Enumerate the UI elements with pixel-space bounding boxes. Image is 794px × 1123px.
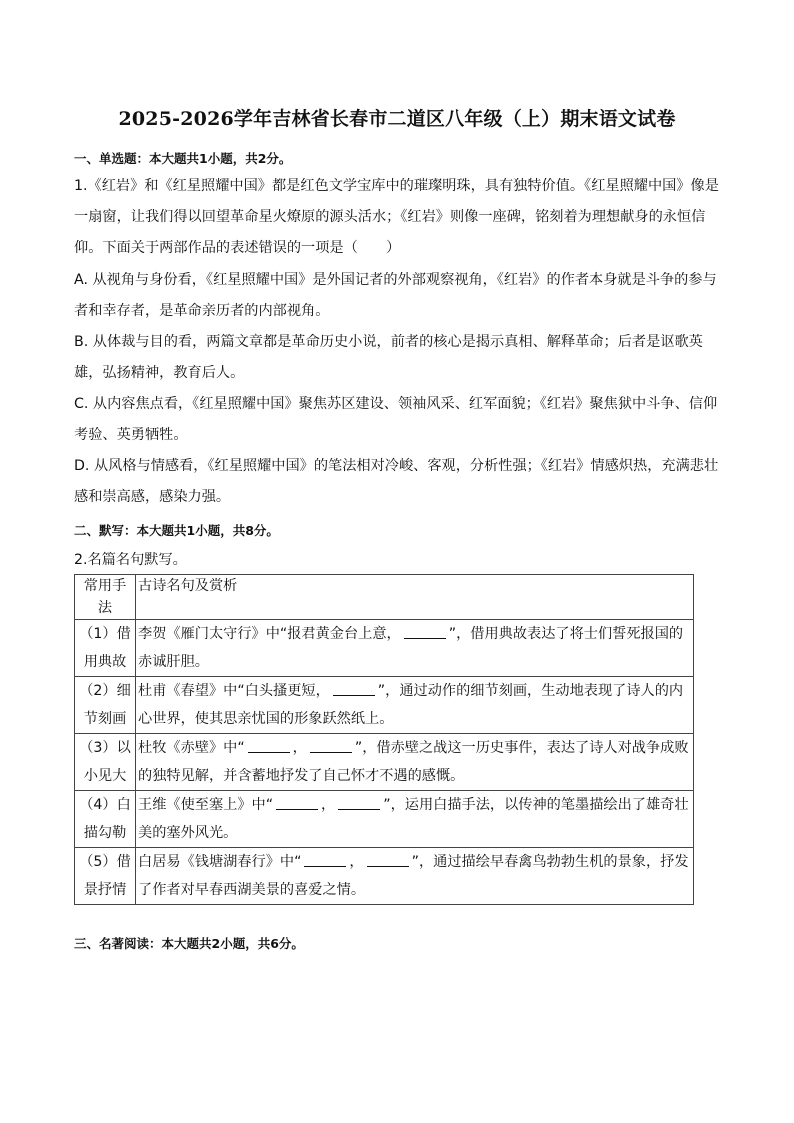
answer-blank[interactable]	[248, 738, 290, 753]
section-2-heading: 二、默写：本大题共1小题，共8分。	[74, 523, 279, 538]
row-text-post: ”，通过描绘早春禽鸟勃勃生机的景象，抒发了作者对早春西湖美景的喜爱之情。	[138, 854, 689, 898]
row-text-mid: ，	[349, 854, 364, 870]
question-2-stem: 2.名篇名句默写。	[74, 552, 187, 568]
answer-blank[interactable]	[338, 795, 380, 810]
answer-blank[interactable]	[304, 852, 346, 867]
question-1-option-a: A. 从视角与身份看，《红星照耀中国》是外国记者的外部观察视角，《红岩》的作者本身就是斗争的参与者和幸存者，是革命亲历者的内部视角。	[74, 272, 717, 319]
row-text-post: ”，运用白描手法，以传神的笔墨描绘出了雄奇壮美的塞外风光。	[138, 797, 689, 841]
row-text-post: ”，借赤壁之战这一历史事件，表达了诗人对战争成败的独特见解，并含蓄地抒发了自己怀才不遇的感慨。	[138, 740, 689, 784]
table-header-content: 古诗名句及赏析	[136, 575, 694, 620]
section-1-heading: 一、单选题：本大题共1小题，共2分。	[74, 151, 292, 166]
table-cell-content	[136, 734, 694, 791]
row-text-pre: 王维《使至塞上》中“	[138, 797, 274, 813]
row-text-post: ”，借用典故表达了将士们誓死报国的赤诚肝胆。	[138, 626, 684, 670]
table-header-method: 常用手法	[75, 575, 136, 620]
question-1-option-d: D. 从风格与情感看，《红星照耀中国》的笔法相对冷峻、客观，分析性强；《红岩》情感炽热，充满悲壮感和崇高感，感染力强。	[74, 458, 719, 505]
exam-title: 2025-2026学年吉林省长春市二道区八年级（上）期末语文试卷	[118, 108, 676, 130]
section-3-heading: 三、名著阅读：本大题共2小题，共6分。	[74, 936, 304, 951]
answer-blank[interactable]	[310, 738, 352, 753]
answer-blank[interactable]	[404, 624, 446, 639]
answer-blank[interactable]	[333, 681, 375, 696]
table-cell-method: （3）以小见大	[75, 734, 136, 791]
table-header-row	[75, 575, 694, 620]
answer-blank[interactable]	[276, 795, 318, 810]
table-cell-method: （2）细节刻画	[75, 677, 136, 734]
row-text-mid: ，	[321, 797, 336, 813]
row-text-pre: 李贺《雁门太守行》中“报君黄金台上意，	[138, 626, 401, 642]
table-cell-content	[136, 791, 694, 848]
recitation-table	[74, 574, 694, 905]
table-row	[75, 620, 694, 677]
question-1-option-c: C. 从内容焦点看，《红星照耀中国》聚焦苏区建设、领袖风采、红军面貌；《红岩》聚焦狱中斗争、信仰考验、英勇牺牲。	[74, 396, 718, 443]
row-text-mid: ，	[292, 740, 307, 756]
table-cell-method: （1）借用典故	[75, 620, 136, 677]
question-1-stem: 1.《红岩》和《红星照耀中国》都是红色文学宝库中的璀璨明珠，具有独特价值。《红星照耀中国》像是一扇窗，让我们得以回望革命星火燎原的源头活水；《红岩》则像一座碑，铭刻着为理想献身的永恒信仰。下面关于两部作品的表述错误的一项是（ ）	[74, 178, 719, 256]
table-row	[75, 848, 694, 905]
row-text-pre: 杜甫《春望》中“白头搔更短，	[138, 683, 330, 699]
table-cell-method: （5）借景抒情	[75, 848, 136, 905]
answer-blank[interactable]	[367, 852, 409, 867]
row-text-post: ”，通过动作的细节刻画，生动地表现了诗人的内心世界，使其思亲忧国的形象跃然纸上。	[138, 683, 684, 727]
table-row	[75, 734, 694, 791]
table-cell-content	[136, 848, 694, 905]
question-1-option-b: B. 从体裁与目的看，两篇文章都是革命历史小说，前者的核心是揭示真相、解释革命；后者是讴歌英雄，弘扬精神，教育后人。	[74, 334, 703, 381]
table-cell-method: （4）白描勾勒	[75, 791, 136, 848]
row-text-pre: 白居易《钱塘湖春行》中“	[138, 854, 302, 870]
table-row	[75, 791, 694, 848]
row-text-pre: 杜牧《赤壁》中“	[138, 740, 245, 756]
table-cell-content	[136, 677, 694, 734]
table-cell-content	[136, 620, 694, 677]
table-row	[75, 677, 694, 734]
